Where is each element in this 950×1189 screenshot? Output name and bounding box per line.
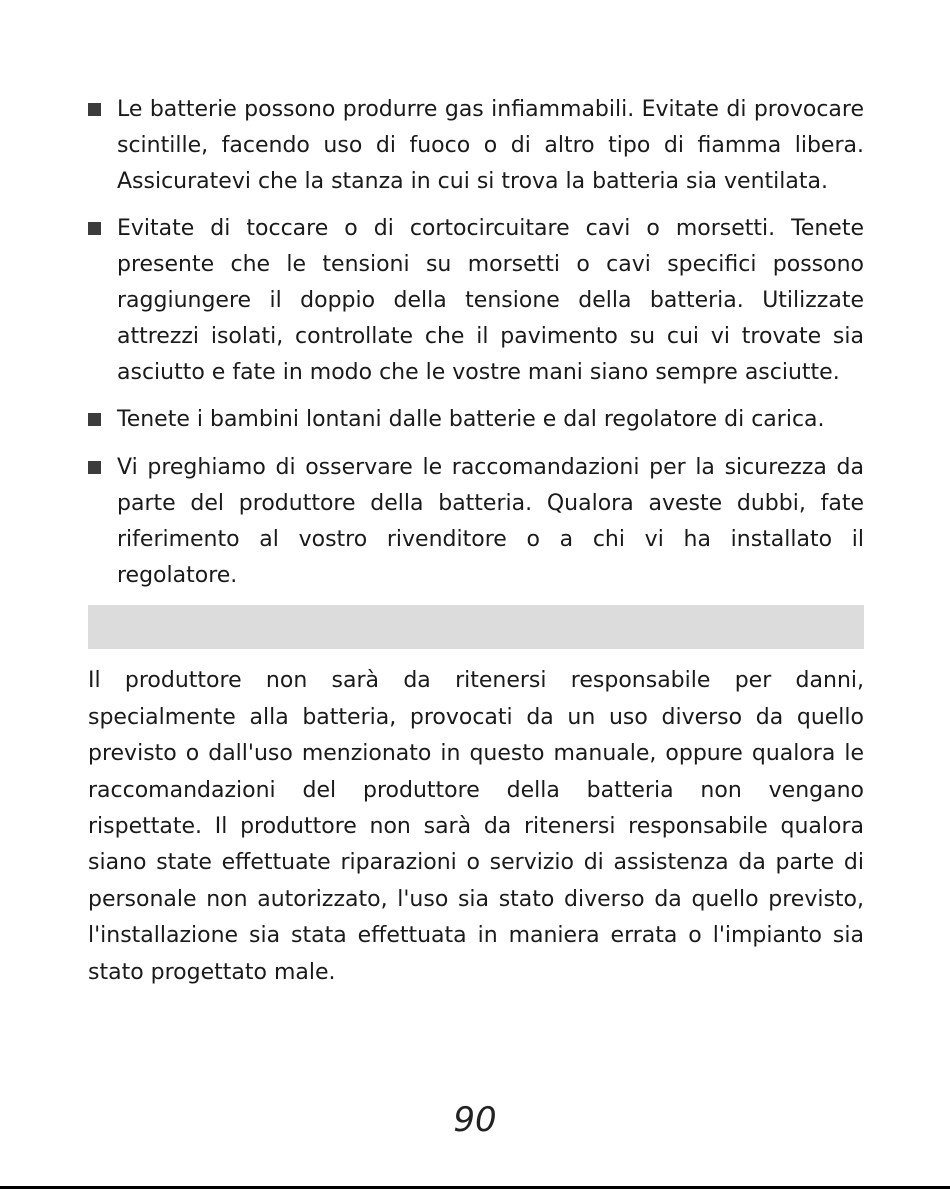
bullet-text: Tenete i bambini lontani dalle batterie e dal regolatore di carica. [117,407,825,433]
square-bullet-icon [88,222,101,235]
section-header-bar [88,605,864,649]
list-item [88,211,864,390]
manual-page [88,92,864,991]
bullet-text: Le batterie possono produrre gas infiammabili. Evitate di provocare scintille, facendo uso di fuoco o di altro tipo di fiamma libera. Assicuratevi che la stanza in cui si trova la batteria sia ventilata. [117,97,864,194]
bullet-text: Vi preghiamo di osservare le raccomandazioni per la sicurezza da parte del produttore della batteria. Qualora aveste dubbi, fate riferimento al vostro rivenditore o a chi vi ha installato il regolatore. [117,455,864,588]
list-item [88,450,864,593]
list-item [88,92,864,199]
square-bullet-icon [88,103,101,116]
square-bullet-icon [88,461,101,474]
safety-bullet-list [88,92,864,593]
list-item [88,402,864,438]
bullet-text: Evitate di toccare o di cortocircuitare cavi o morsetti. Tenete presente che le tensioni su morsetti o cavi specifici possono raggiungere il doppio della tensione della batteria. Utilizzate attrezzi isolati, controllate che il pavimento su cui vi trovate sia asciutto e fate in modo che le vostre mani siano sempre asciutte. [117,216,864,385]
square-bullet-icon [88,413,101,426]
liability-paragraph: Il produttore non sarà da ritenersi responsabile per danni, specialmente alla batteria, provocati da un uso diverso da quello previsto o dall'uso menzionato in questo manuale, oppure qualora le raccomandazioni del produttore della batteria non vengano rispettate. Il produttore non sarà da ritenersi responsabile qualora siano state effettuate riparazioni o servizio di assistenza da parte di personale non autorizzato, l'uso sia stato diverso da quello previsto, l'installazione sia stata effettuata in maniera errata o l'impianto sia stato progettato male. [88,668,864,985]
page-number: 90 [453,1100,497,1140]
